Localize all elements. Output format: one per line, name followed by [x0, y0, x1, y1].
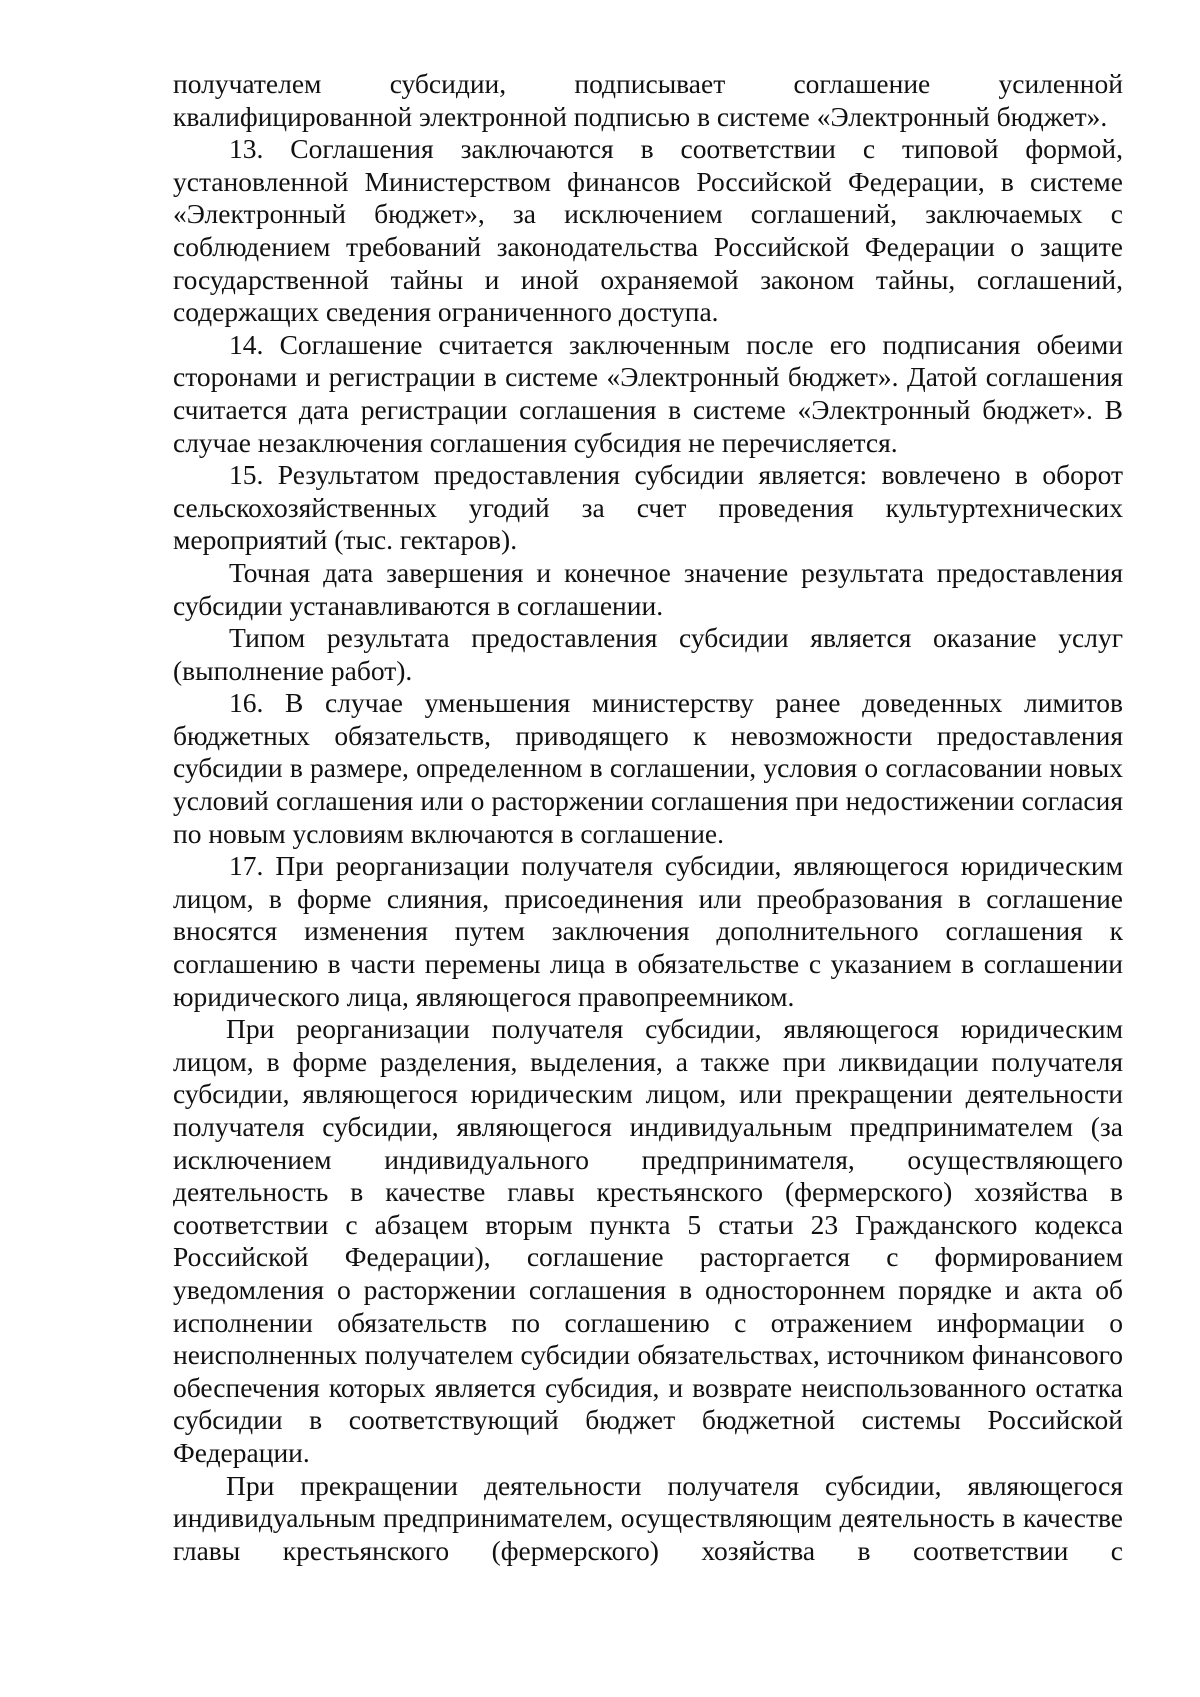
paragraph-continuation: получателем субсидии, подписывает соглашение усиленной квалифицированной электронной подписью в системе «Электронный бюджет». — [173, 68, 1123, 132]
paragraph-15: 15. Результатом предоставления субсидии является: вовлечено в оборот сельскохозяйственных угодий за счет проведения культуртехнических мероприятий (тыс. гектаров). — [173, 459, 1123, 556]
paragraph-farmer-termination: При прекращении деятельности получателя субсидии, являющегося индивидуальным предпринимателем, осуществляющим деятельность в качестве главы крестьянского (фермерского) хозяйства в соответствии с — [173, 1469, 1123, 1566]
document-page — [173, 68, 1123, 1567]
paragraph-13: 13. Соглашения заключаются в соответствии с типовой формой, установленной Министерством финансов Российской Федерации, в системе «Электронный бюджет», за исключением соглашений, заключаемых с соблюдением требований законодательства Российской Федерации о защите государственной тайны и иной охраняемой законом тайны, соглашений, содержащих сведения ограниченного доступа. — [173, 133, 1123, 328]
paragraph-14: 14. Соглашение считается заключенным после его подписания обеими сторонами и регистрации в системе «Электронный бюджет». Датой соглашения считается дата регистрации соглашения в системе «Электронный бюджет». В случае незаключения соглашения субсидия не перечисляется. — [173, 328, 1123, 458]
paragraph-result-date: Точная дата завершения и конечное значение результата предоставления субсидии устанавливаются в соглашении. — [173, 556, 1123, 621]
paragraph-17: 17. При реорганизации получателя субсидии, являющегося юридическим лицом, в форме слияния, присоединения или преобразования в соглашение вносятся изменения путем заключения дополнительного соглашения к соглашению в части перемены лица в обязательстве с указанием в соглашении юридического лица, являющегося правопреемником. — [173, 850, 1123, 1012]
paragraph-result-type: Типом результата предоставления субсидии является оказание услуг (выполнение работ). — [173, 622, 1123, 686]
paragraph-16: 16. В случае уменьшения министерству ранее доведенных лимитов бюджетных обязательств, приводящего к невозможности предоставления субсидии в размере, определенном в соглашении, условия о согласовании новых условий соглашения или о расторжении соглашения при недостижении согласия по новым условиям включаются в соглашение. — [173, 687, 1123, 849]
paragraph-reorganization-termination: При реорганизации получателя субсидии, являющегося юридическим лицом, в форме разделения, выделения, а также при ликвидации получателя субсидии, являющегося юридическим лицом, или прекращении деятельности получателя субсидии, являющегося индивидуальным предпринимателем (за исключением индивидуального предпринимателя, осуществляющего деятельность в качестве главы крестьянского (фермерского) хозяйства в соответствии с абзацем вторым пункта 5 статьи 23 Гражданского кодекса Российской Федерации), соглашение расторгается с формированием уведомления о расторжении соглашения в одностороннем порядке и акта об исполнении обязательств по соглашению с отражением информации о неисполненных получателем субсидии обязательствах, источником финансового обеспечения которых является субсидия, и возврате неиспользованного остатка субсидии в соответствующий бюджет бюджетной системы Российской Федерации. — [173, 1013, 1123, 1468]
